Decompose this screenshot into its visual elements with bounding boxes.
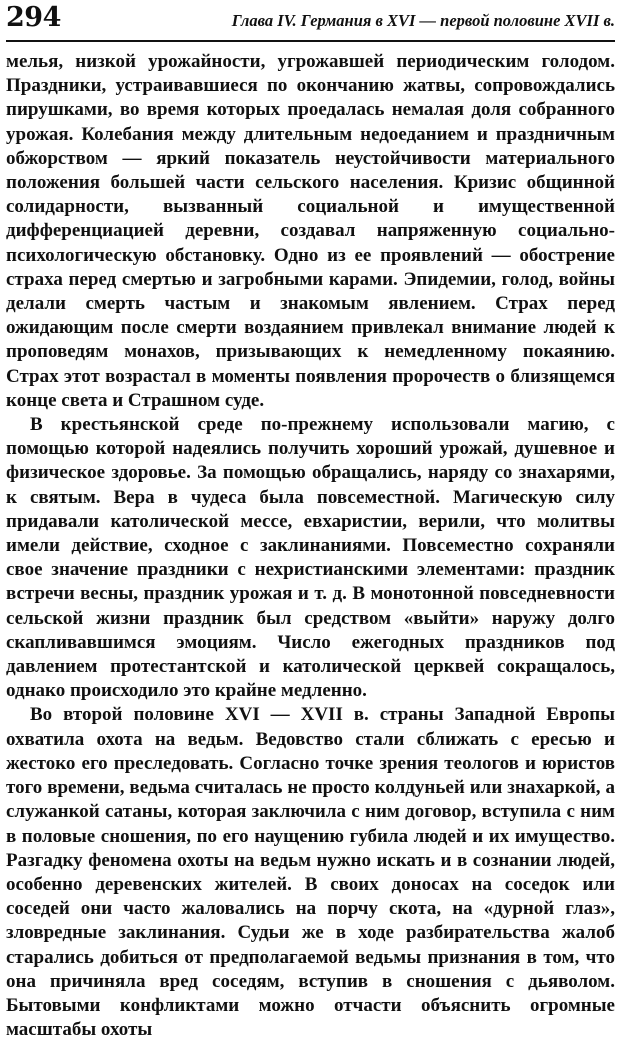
page-number: 294	[6, 2, 61, 33]
paragraph-continued: мелья, низкой урожайности, угрожавшей периодическим голодом. Праздники, устраивавшиеся по окончанию жатвы, сопровождались пирушками, во время которых проедалась немалая доля собранного урожая. Колебания между длительным недоеданием и праздничным обжорством — яркий показатель неустойчивости материального положения большей части сельского населения. Кризис общинной солидарности, вызванный социальной и имущественной дифференциацией деревни, создавал напряженную социально-психологическую обстановку. Одно из ее проявлений — обострение страха перед смертью и загробными карами. Эпидемии, голод, войны делали смерть частым и знакомым явлением. Страх перед ожидающим после смерти воздаянием привлекал внимание людей к проповедям монахов, призывающих к немедленному покаянию. Страх этот возрастал в моменты появления пророчеств о близящемся конце света и Страшном суде.	[6, 51, 615, 411]
header-rule	[6, 40, 615, 42]
running-head	[6, 2, 615, 42]
chapter-title: Глава IV. Германия в XVI — первой половине XVII в.	[231, 11, 615, 30]
paragraph: В крестьянской среде по-прежнему использовали магию, с помощью которой надеялись получить хороший урожай, душевное и физическое здоровье. За помощью обращались, наряду со знахарями, к святым. Вера в чудеса была повсеместной. Магическую силу придавали католической мессе, евхаристии, верили, что молитвы имели действие, сходное с заклинаниями. Повсеместно сохраняли свое значение праздники с нехристианскими элементами: праздник встречи весны, праздник урожая и т. д. В монотонной повседневности сельской жизни праздник был средством «выйти» наружу долго скапливавшимся эмоциям. Число ежегодных праздников под давлением протестантской и католической церквей сокращалось, однако происходило это крайне медленно.	[6, 414, 615, 702]
body-text	[6, 50, 615, 1042]
paragraph: Во второй половине XVI — XVII в. страны Западной Европы охватила охота на ведьм. Ведовство стали сближать с ересью и жестоко его преследовать. Согласно точке зрения теологов и юристов того времени, ведьма считалась не просто колдуньей или знахаркой, а служанкой сатаны, которая заключила с ним договор, вступила с ним в половые сношения, по его наущению губила людей и их имущество. Разгадку феномена охоты на ведьм нужно искать и в сознании людей, особенно деревенских жителей. В своих доносах на соседок или соседей они часто жаловались на порчу скота, на «дурной глаз», зловредные заклинания. Судьи же в ходе разбирательства жалоб старались добиться от предполагаемой ведьмы признания в том, что она причиняла вред соседям, вступив в сношения с дьяволом. Бытовыми конфликтами можно отчасти объяснить огромные масштабы охоты	[6, 704, 615, 1041]
